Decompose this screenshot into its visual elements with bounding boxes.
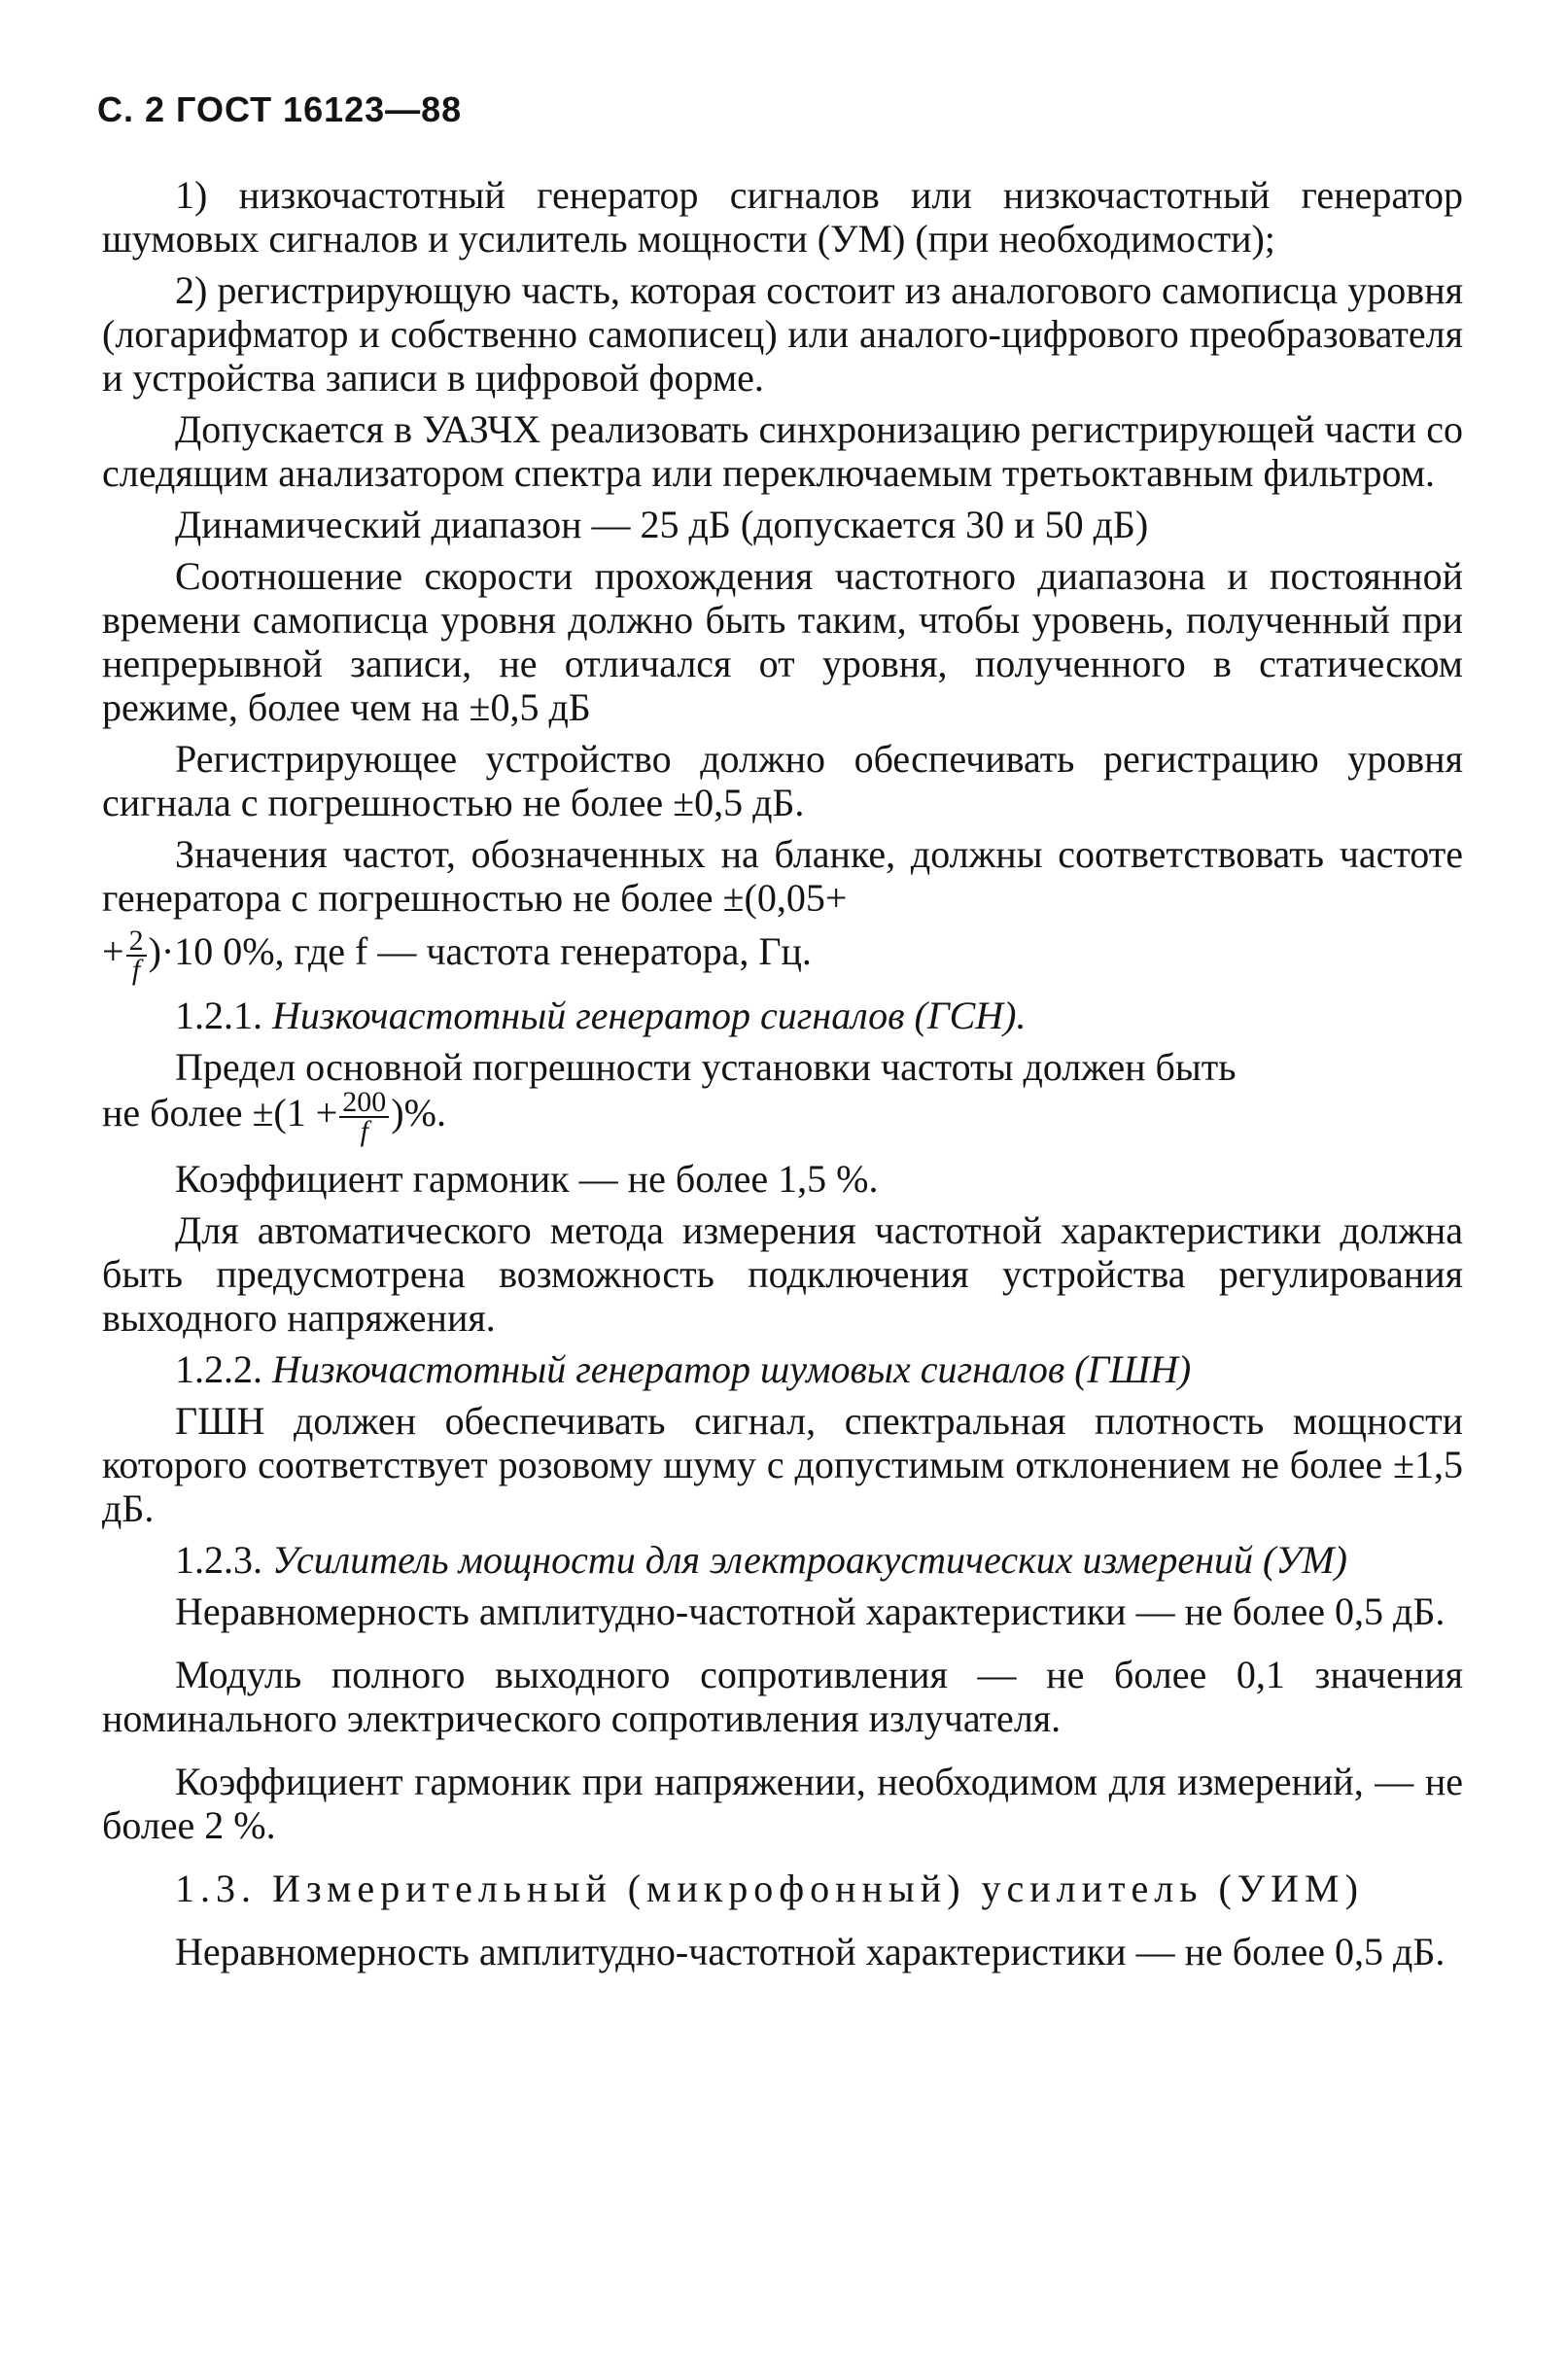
fraction: $\frac{2}{f}$ — [126, 927, 147, 984]
paragraph: Модуль полного выходного сопротивления — не более 0,1 значения номинального электрического сопротивления излучателя. — [102, 1653, 1463, 1740]
paragraph: Регистрирующее устройство должно обеспечивать регистрацию уровня сигнала с погрешностью не более ±0,5 дБ. — [102, 737, 1463, 824]
formula-line: не более ±(1 + $\frac{200}{f}$ )%. — [102, 1086, 446, 1147]
paragraph: ГШН должен обеспечивать сигнал, спектральная плотность мощности которого соответствует розовому шуму с допустимым отклонением не более ±1,5 дБ. — [102, 1399, 1463, 1530]
section-heading: 1.3. Измерительный (микрофонный) усилитель (УИМ) — [175, 1867, 1364, 1910]
paragraph: Коэффициент гармоник при напряжении, необходимом для измерений, — не более 2 %. — [102, 1760, 1463, 1847]
paragraph: Неравномерность амплитудно-частотной характеристики — не более 0,5 дБ. — [175, 1589, 1446, 1633]
paragraph: 2) регистрирующую часть, которая состоит из аналогового самописца уровня (логарифматор и собственно самописец) или аналого-цифрового преобразователя и устройства записи в цифровой форме. — [102, 268, 1463, 400]
paragraph: 1) низкочастотный генератор сигналов или низкочастотный генератор шумовых сигналов и усилитель мощности (УМ) (при необходимости); — [102, 173, 1463, 261]
paragraph: Неравномерность амплитудно-частотной характеристики — не более 0,5 дБ. — [175, 1930, 1446, 1973]
section-heading: 1.2.2. Низкочастотный генератор шумовых сигналов (ГШН) — [175, 1347, 1192, 1391]
paragraph: Значения частот, обозначенных на бланке, должны соответствовать частоте генератора с погрешностью не более ±(0,05+ — [102, 832, 1463, 920]
paragraph: Коэффициент гармоник — не более 1,5 %. — [175, 1157, 879, 1201]
section-heading: 1.2.3. Усилитель мощности для электроакустических измерений (УМ) — [175, 1538, 1347, 1582]
paragraph: Допускается в УАЗЧХ реализовать синхронизацию регистрирующей части со следящим анализатором спектра или переключаемым третьоктавным фильтром. — [102, 407, 1463, 495]
formula-line: + $\frac{2}{f}$ )·10 0%, где f — частота генератора, Гц. — [102, 925, 812, 986]
section-heading: 1.2.1. Низкочастотный генератор сигналов (ГСН). — [175, 994, 1027, 1037]
page-header: С. 2 ГОСТ 16123—88 — [97, 89, 463, 129]
fraction: $\frac{200}{f}$ — [339, 1089, 389, 1145]
paragraph: Предел основной погрешности установки частоты должен быть — [175, 1045, 1237, 1089]
paragraph: Соотношение скорости прохождения частотного диапазона и постоянной времени самописца уровня должно быть таким, чтобы уровень, полученный при непрерывной записи, не отличался от уровня, полученного в статическом режиме, более чем на ±0,5 дБ — [102, 554, 1463, 729]
document-body — [102, 173, 1463, 1981]
paragraph: Для автоматического метода измерения частотной характеристики должна быть предусмотрена возможность подключения устройства регулирования выходного напряжения. — [102, 1208, 1463, 1340]
paragraph: Динамический диапазон — 25 дБ (допускается 30 и 50 дБ) — [175, 503, 1149, 546]
